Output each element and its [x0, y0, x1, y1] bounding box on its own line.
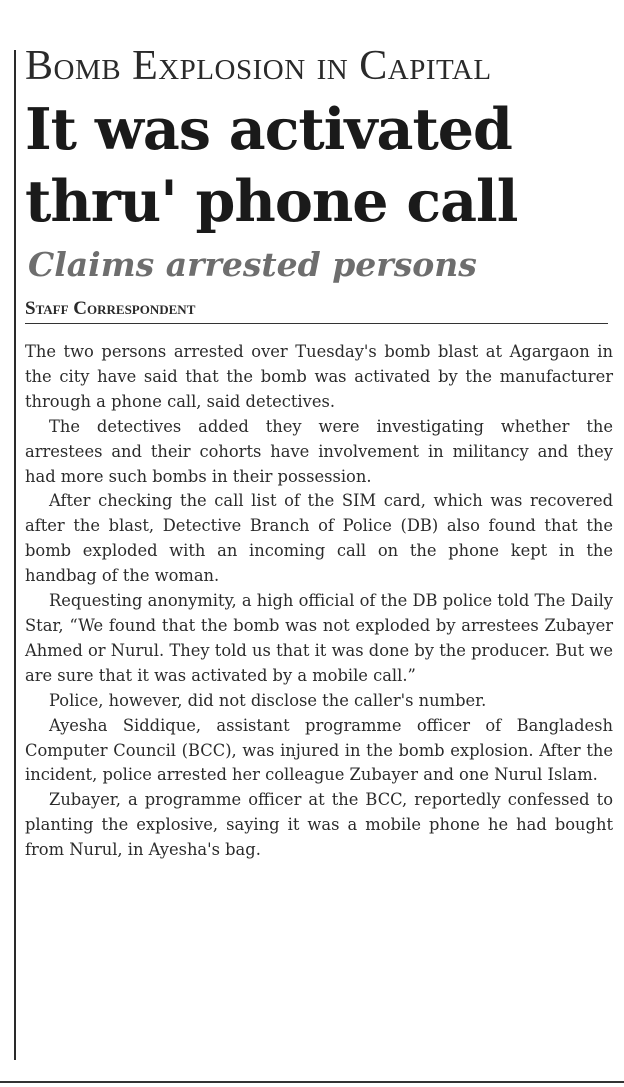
paragraph: Requesting anonymity, a high official of the DB police told The Daily Star, “We found that the bomb was not exploded by arrestees Zubayer Ahmed or Nurul. They told us that it was done by the producer. But we are sure that it was activated by a mobile call.”: [25, 591, 613, 685]
paragraph: After checking the call list of the SIM card, which was recovered after the blast, Detective Branch of Police (DB) also found that the bomb exploded with an incoming call on the phone kept in the handbag of the woman.: [25, 491, 613, 586]
byline: Staff Correspondent: [25, 298, 608, 324]
left-column-rule: [14, 50, 16, 1060]
headline-line-2: thru' phone call: [25, 168, 518, 235]
paragraph: Zubayer, a programme officer at the BCC, reportedly confessed to planting the explosive, saying it was a mobile phone he had bought from Nurul, in Ayesha's bag.: [25, 790, 613, 860]
article-body: [25, 340, 613, 863]
kicker-headline: Bomb Explosion in Capital: [25, 43, 492, 89]
bottom-rule: [0, 1081, 624, 1083]
subheadline: Claims arrested persons: [28, 245, 477, 284]
news-article: [25, 42, 617, 863]
paragraph: Ayesha Siddique, assistant programme officer of Bangladesh Computer Council (BCC), was injured in the bomb explosion. After the incident, police arrested her colleague Zubayer and one Nurul Islam.: [25, 715, 613, 785]
headline-line-1: It was activated: [25, 96, 512, 163]
main-headline: [25, 94, 617, 238]
paragraph: The detectives added they were investigating whether the arrestees and their cohorts have involvement in militancy and they had more such bombs in their possession.: [25, 416, 613, 486]
paragraph: The two persons arrested over Tuesday's bomb blast at Agargaon in the city have said that the bomb was activated by the manufacturer through a phone call, said detectives.: [25, 342, 613, 411]
paragraph: Police, however, did not disclose the caller's number.: [49, 690, 487, 710]
